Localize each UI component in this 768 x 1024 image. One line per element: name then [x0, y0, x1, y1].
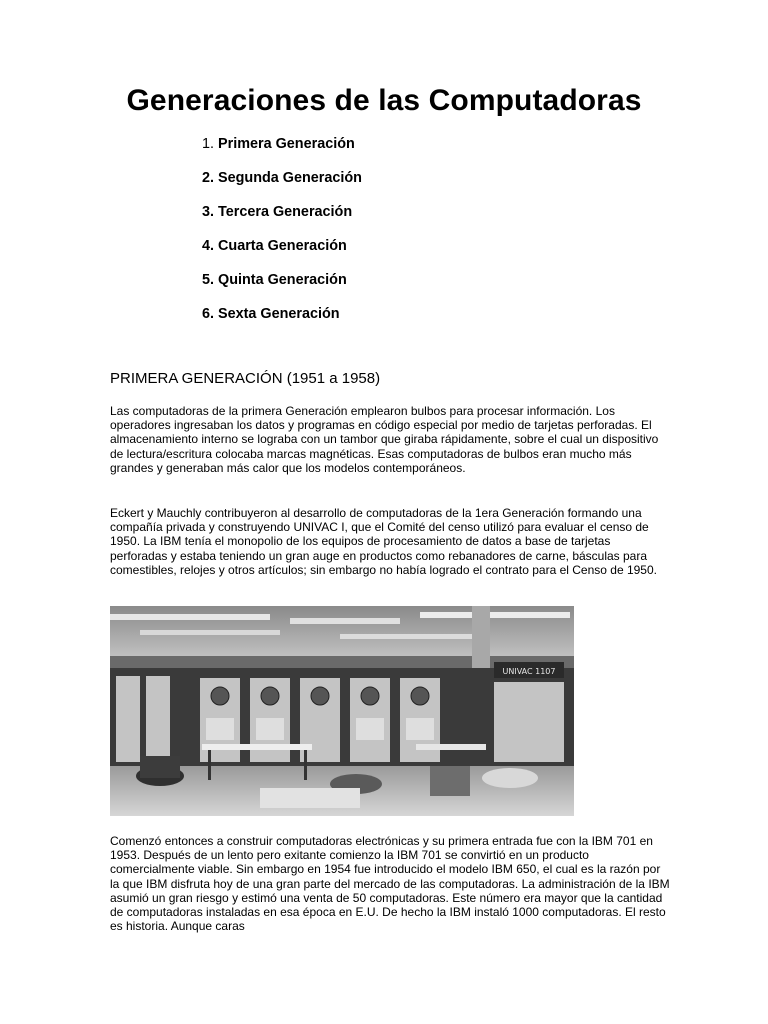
toc-item-number: 2. — [202, 170, 215, 186]
section-heading: PRIMERA GENERACIÓN (1951 a 1958) — [110, 370, 381, 387]
toc-item-number: 5. — [202, 272, 215, 288]
univac-computer-room-photo — [110, 606, 574, 816]
toc-item — [202, 203, 362, 237]
toc-item-label: Cuarta Generación — [218, 238, 347, 254]
paragraph: Las computadoras de la primera Generación emplearon bulbos para procesar información. Los operadores ingresaban los datos y programas en código especial por medio de tarjetas perforadas. El almacenamiento interno se lograba con un tambor que giraba rápidamente, sobre el cual un dispositivo de lectura/escritura colocaba marcas magnéticas. Esas computadoras de bulbos eran mucho más grandes y generaban más calor que los modelos contemporáneos. — [110, 404, 659, 475]
console-panel-label: UNIVAC 1107 — [502, 667, 556, 676]
page-title: Generaciones de las Computadoras — [126, 84, 642, 117]
paragraph: Eckert y Mauchly contribuyeron al desarrollo de computadoras de la 1era Generación formando una compañía privada y construyendo UNIVAC I, que el Comité del censo utilizó para evaluar el censo de 1950. La IBM tenía el monopolio de los equipos de procesamiento de datos a base de tarjetas perforadas y estaba teniendo un gran auge en productos como rebanadores de carne, básculas para comestibles, relojes y otros artículos; sin embargo no había logrado el contrato para el Censo de 1950. — [110, 506, 657, 577]
toc-item-label: Sexta Generación — [218, 306, 340, 322]
toc-item-number: 1. — [202, 136, 215, 152]
toc-item-label: Tercera Generación — [218, 204, 353, 220]
table-of-contents — [202, 135, 362, 339]
toc-item — [202, 271, 362, 305]
toc-item-label: Primera Generación — [218, 136, 355, 152]
toc-item-number: 3. — [202, 204, 215, 220]
toc-item-number: 4. — [202, 238, 215, 254]
toc-item-number: 6. — [202, 306, 215, 322]
toc-item — [202, 305, 362, 339]
toc-item-label: Segunda Generación — [218, 170, 362, 186]
toc-item — [202, 135, 362, 169]
paragraph: Comenzó entonces a construir computadoras electrónicas y su primera entrada fue con la IBM 701 en 1953. Después de un lento pero exitante comienzo la IBM 701 se convirtió en un producto comercialmente viable. Sin embargo en 1954 fue introducido el modelo IBM 650, el cual es la razón por la que IBM disfruta hoy de una gran parte del mercado de las computadoras. La administración de la IBM asumió un gran riesgo y estimó una venta de 50 computadoras. Este número era mayor que la cantidad de computadoras instaladas en esa época en E.U. De hecho la IBM instaló 1000 computadoras. El resto es historia. Aunque caras — [110, 834, 670, 934]
toc-item — [202, 237, 362, 271]
toc-item — [202, 169, 362, 203]
toc-item-label: Quinta Generación — [218, 272, 347, 288]
